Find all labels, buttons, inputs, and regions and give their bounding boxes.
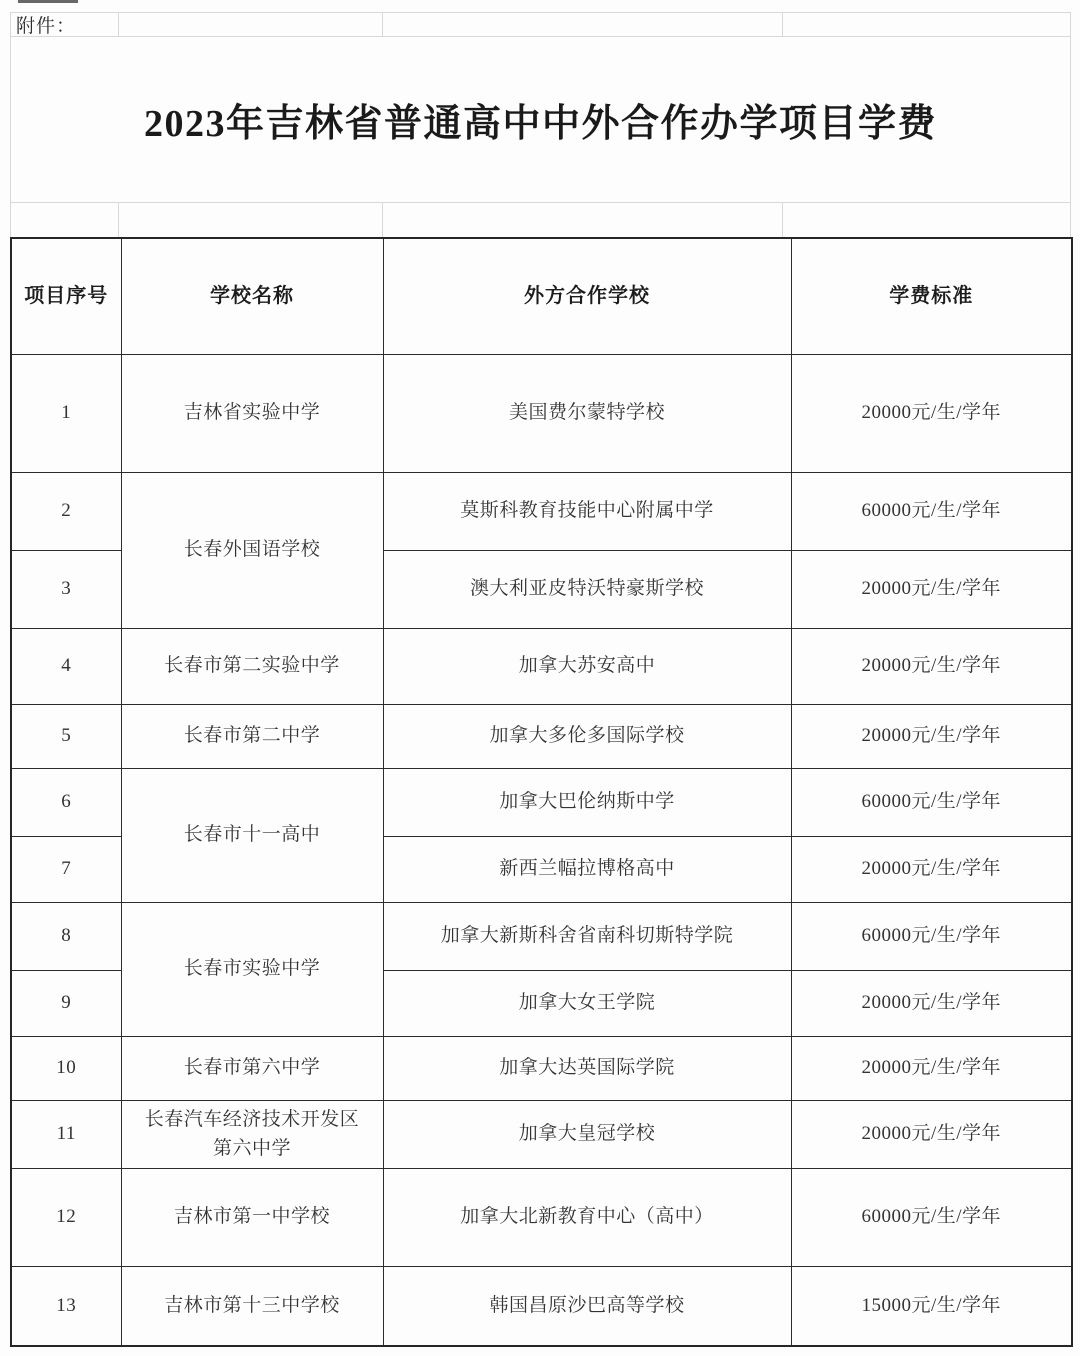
cell-partner-school: 加拿大新斯科舍省南科切斯特学院 — [383, 902, 791, 970]
school-name-text: 长春外国语学校 — [183, 539, 321, 561]
cell-project-no: 4 — [11, 628, 121, 704]
cell-project-no: 10 — [11, 1036, 121, 1100]
table-row — [11, 354, 1072, 472]
table-row — [11, 902, 1072, 970]
cell-school-name — [121, 1100, 383, 1168]
school-name-text: 吉林市第一中学校 — [173, 1206, 330, 1228]
cell-school-name — [121, 472, 383, 628]
cell-fee-standard: 15000元/生/学年 — [791, 1266, 1072, 1346]
cell-school-name — [121, 768, 383, 902]
school-name-text: 长春市第二实验中学 — [164, 655, 340, 677]
cell-fee-standard: 20000元/生/学年 — [791, 704, 1072, 768]
cell-project-no: 7 — [11, 836, 121, 902]
school-name-text: 长春市第六中学 — [183, 1057, 321, 1079]
cell-fee-standard: 20000元/生/学年 — [791, 550, 1072, 628]
screenshot-edge-artifact — [18, 0, 78, 3]
table-row — [11, 1168, 1072, 1266]
cell-project-no: 13 — [11, 1266, 121, 1346]
cell-partner-school: 韩国昌原沙巴高等学校 — [383, 1266, 791, 1346]
cell-partner-school: 加拿大达英国际学院 — [383, 1036, 791, 1100]
table-row — [11, 1266, 1072, 1346]
school-name-text: 长春市第二中学 — [183, 725, 321, 747]
cell-partner-school: 澳大利亚皮特沃特豪斯学校 — [383, 550, 791, 628]
title-row — [10, 37, 1071, 202]
cell-fee-standard: 20000元/生/学年 — [791, 628, 1072, 704]
school-name-text: 长春市实验中学 — [183, 958, 321, 980]
cell-fee-standard: 20000元/生/学年 — [791, 1036, 1072, 1100]
fee-table — [10, 237, 1073, 1347]
cell-school-name — [121, 1266, 383, 1346]
attachment-label: 附件： — [16, 16, 77, 37]
empty-grid-cell — [783, 13, 1071, 36]
cell-partner-school: 加拿大皇冠学校 — [383, 1100, 791, 1168]
cell-school-name — [121, 628, 383, 704]
cell-partner-school: 莫斯科教育技能中心附属中学 — [383, 472, 791, 550]
cell-project-no: 9 — [11, 970, 121, 1036]
empty-grid-cell — [383, 203, 783, 237]
school-name-text: 长春汽车经济技术开发区第六中学 — [144, 1108, 360, 1159]
cell-fee-standard: 60000元/生/学年 — [791, 768, 1072, 836]
empty-grid-cell — [783, 203, 1071, 237]
empty-grid-cell — [11, 203, 119, 237]
cell-fee-standard: 60000元/生/学年 — [791, 472, 1072, 550]
header-project-no: 项目序号 — [11, 238, 121, 354]
cell-fee-standard: 20000元/生/学年 — [791, 836, 1072, 902]
table-row — [11, 472, 1072, 550]
table-row — [11, 768, 1072, 836]
empty-grid-cell — [119, 203, 383, 237]
cell-school-name — [121, 1168, 383, 1266]
header-fee-standard: 学费标准 — [791, 238, 1072, 354]
cell-project-no: 1 — [11, 354, 121, 472]
header-partner-school: 外方合作学校 — [383, 238, 791, 354]
table-row — [11, 1036, 1072, 1100]
header-row — [11, 238, 1072, 354]
school-name-text: 吉林省实验中学 — [183, 402, 321, 424]
cell-school-name — [121, 354, 383, 472]
table-row — [11, 704, 1072, 768]
attachment-row — [10, 12, 1071, 37]
cell-project-no: 11 — [11, 1100, 121, 1168]
table-row — [11, 628, 1072, 704]
cell-project-no: 12 — [11, 1168, 121, 1266]
attachment-cell — [11, 13, 119, 36]
cell-partner-school: 新西兰幅拉博格高中 — [383, 836, 791, 902]
cell-fee-standard: 20000元/生/学年 — [791, 1100, 1072, 1168]
cell-project-no: 3 — [11, 550, 121, 628]
cell-school-name — [121, 902, 383, 1036]
empty-grid-cell — [119, 13, 383, 36]
cell-partner-school: 加拿大苏安高中 — [383, 628, 791, 704]
page-title: 2023年吉林省普通高中中外合作办学项目学费 — [143, 103, 937, 145]
cell-project-no: 6 — [11, 768, 121, 836]
cell-fee-standard: 20000元/生/学年 — [791, 970, 1072, 1036]
cell-project-no: 2 — [11, 472, 121, 550]
cell-fee-standard: 60000元/生/学年 — [791, 902, 1072, 970]
cell-fee-standard: 20000元/生/学年 — [791, 354, 1072, 472]
school-name-text: 吉林市第十三中学校 — [164, 1295, 340, 1317]
cell-partner-school: 加拿大女王学院 — [383, 970, 791, 1036]
cell-partner-school: 加拿大巴伦纳斯中学 — [383, 768, 791, 836]
school-name-text: 长春市十一高中 — [183, 824, 321, 846]
header-school-name: 学校名称 — [121, 238, 383, 354]
empty-grid-cell — [383, 13, 783, 36]
cell-partner-school: 加拿大北新教育中心（高中） — [383, 1168, 791, 1266]
cell-school-name — [121, 1036, 383, 1100]
table-row — [11, 1100, 1072, 1168]
cell-partner-school: 美国费尔蒙特学校 — [383, 354, 791, 472]
cell-project-no: 5 — [11, 704, 121, 768]
cell-fee-standard: 60000元/生/学年 — [791, 1168, 1072, 1266]
cell-project-no: 8 — [11, 902, 121, 970]
cell-partner-school: 加拿大多伦多国际学校 — [383, 704, 791, 768]
cell-school-name — [121, 704, 383, 768]
empty-grid-row — [10, 202, 1071, 237]
